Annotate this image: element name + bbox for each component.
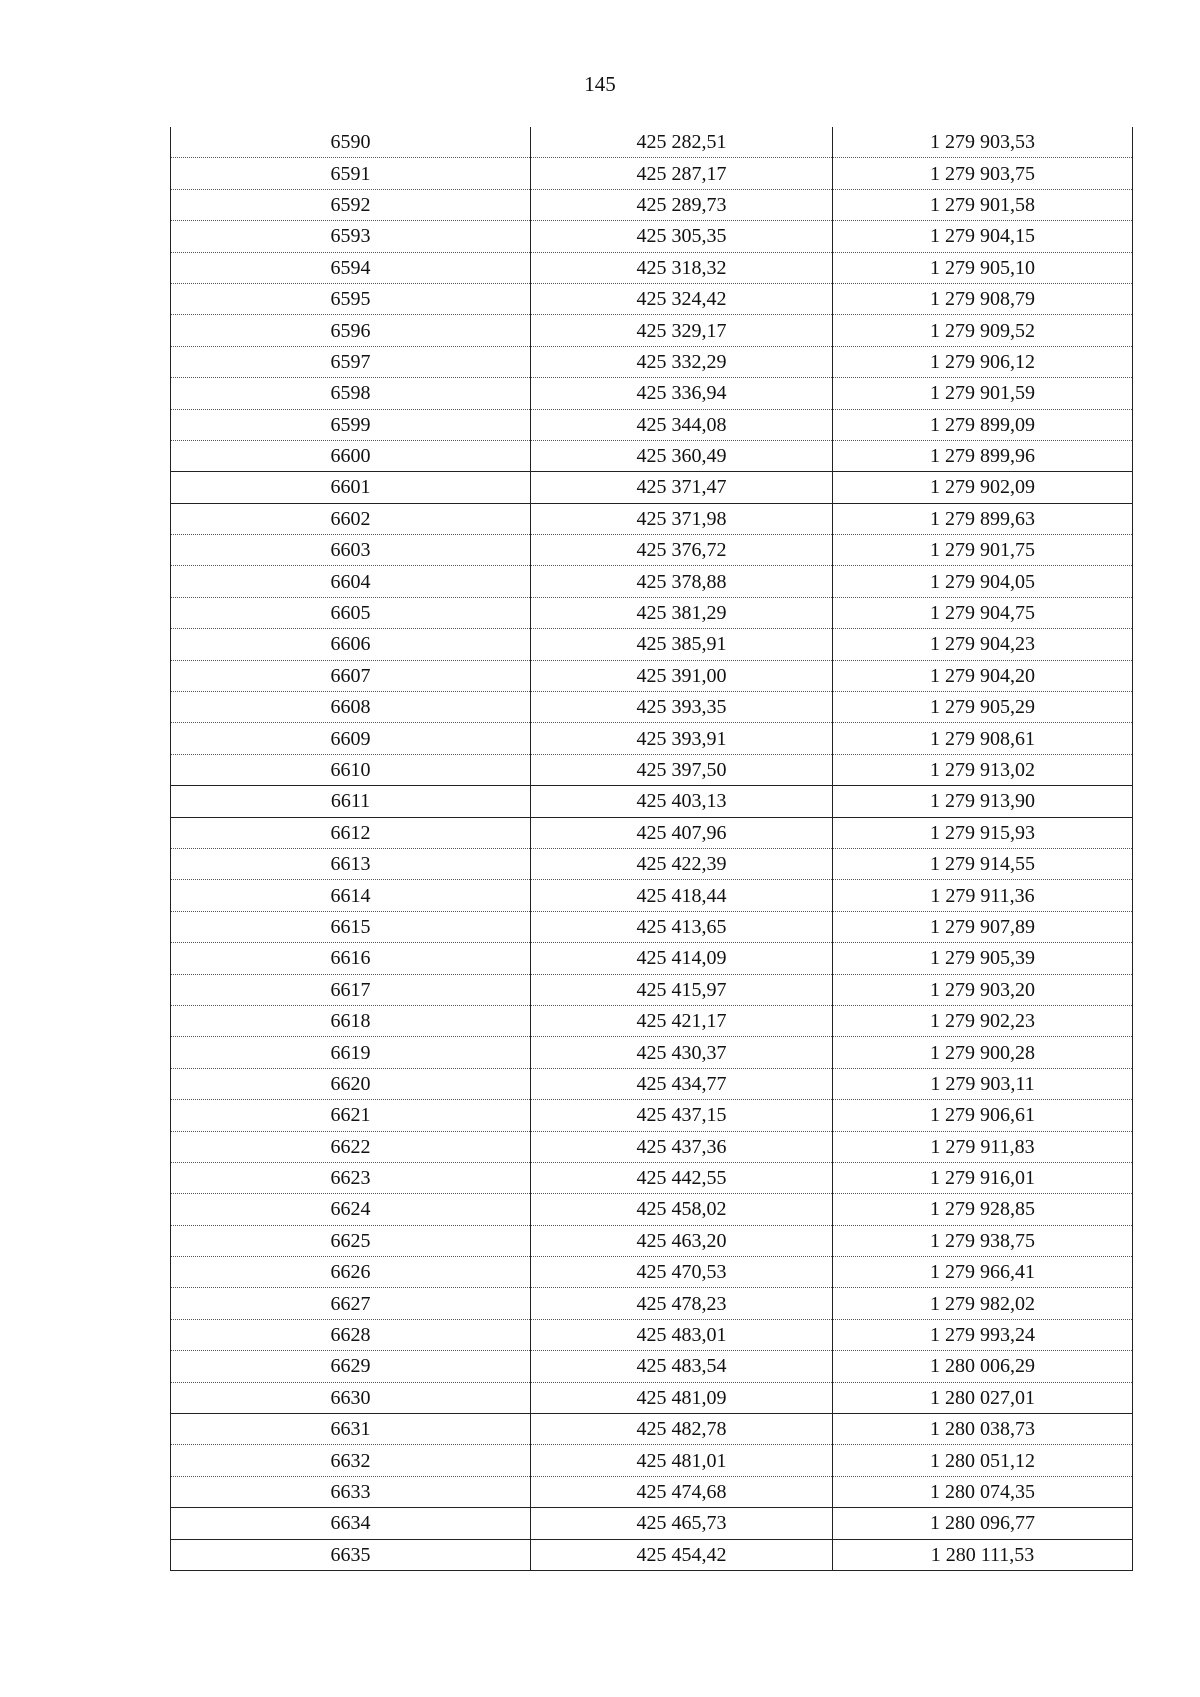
table-row (171, 1351, 1133, 1382)
x-coordinate-cell: 425 483,54 (531, 1351, 833, 1382)
x-coordinate-cell: 425 336,94 (531, 378, 833, 409)
y-coordinate-cell: 1 279 938,75 (833, 1225, 1133, 1256)
point-number-cell: 6612 (171, 817, 531, 848)
point-number-cell: 6597 (171, 346, 531, 377)
y-coordinate-cell: 1 280 051,12 (833, 1445, 1133, 1476)
x-coordinate-cell: 425 371,47 (531, 472, 833, 503)
point-number-cell: 6618 (171, 1005, 531, 1036)
x-coordinate-cell: 425 378,88 (531, 566, 833, 597)
y-coordinate-cell: 1 279 902,09 (833, 472, 1133, 503)
point-number-cell: 6632 (171, 1445, 531, 1476)
y-coordinate-cell: 1 279 904,15 (833, 221, 1133, 252)
table-row (171, 1288, 1133, 1319)
point-number-cell: 6592 (171, 189, 531, 220)
point-number-cell: 6635 (171, 1539, 531, 1570)
table-row (171, 535, 1133, 566)
x-coordinate-cell: 425 434,77 (531, 1068, 833, 1099)
table-row (171, 786, 1133, 817)
y-coordinate-cell: 1 279 905,10 (833, 252, 1133, 283)
x-coordinate-cell: 425 437,36 (531, 1131, 833, 1162)
table-row (171, 1100, 1133, 1131)
point-number-cell: 6617 (171, 974, 531, 1005)
y-coordinate-cell: 1 280 027,01 (833, 1382, 1133, 1413)
y-coordinate-cell: 1 279 966,41 (833, 1257, 1133, 1288)
y-coordinate-cell: 1 279 908,61 (833, 723, 1133, 754)
x-coordinate-cell: 425 421,17 (531, 1005, 833, 1036)
y-coordinate-cell: 1 279 903,11 (833, 1068, 1133, 1099)
y-coordinate-cell: 1 279 904,23 (833, 629, 1133, 660)
y-coordinate-cell: 1 279 905,29 (833, 692, 1133, 723)
y-coordinate-cell: 1 279 903,75 (833, 158, 1133, 189)
x-coordinate-cell: 425 437,15 (531, 1100, 833, 1131)
x-coordinate-cell: 425 324,42 (531, 283, 833, 314)
table-row (171, 1445, 1133, 1476)
point-number-cell: 6598 (171, 378, 531, 409)
point-number-cell: 6633 (171, 1476, 531, 1507)
table-row (171, 911, 1133, 942)
x-coordinate-cell: 425 463,20 (531, 1225, 833, 1256)
point-number-cell: 6634 (171, 1508, 531, 1539)
y-coordinate-cell: 1 279 914,55 (833, 848, 1133, 879)
table-row (171, 346, 1133, 377)
y-coordinate-cell: 1 279 909,52 (833, 315, 1133, 346)
y-coordinate-cell: 1 279 906,61 (833, 1100, 1133, 1131)
table-row (171, 692, 1133, 723)
table-row (171, 848, 1133, 879)
table-row (171, 566, 1133, 597)
y-coordinate-cell: 1 279 907,89 (833, 911, 1133, 942)
y-coordinate-cell: 1 279 905,39 (833, 943, 1133, 974)
x-coordinate-cell: 425 470,53 (531, 1257, 833, 1288)
point-number-cell: 6631 (171, 1414, 531, 1445)
point-number-cell: 6610 (171, 754, 531, 785)
table-row (171, 723, 1133, 754)
point-number-cell: 6599 (171, 409, 531, 440)
point-number-cell: 6593 (171, 221, 531, 252)
table-row (171, 817, 1133, 848)
table-row (171, 378, 1133, 409)
table-row (171, 629, 1133, 660)
point-number-cell: 6613 (171, 848, 531, 879)
table-row (171, 1005, 1133, 1036)
x-coordinate-cell: 425 403,13 (531, 786, 833, 817)
point-number-cell: 6590 (171, 127, 531, 158)
point-number-cell: 6600 (171, 440, 531, 471)
point-number-cell: 6630 (171, 1382, 531, 1413)
point-number-cell: 6606 (171, 629, 531, 660)
point-number-cell: 6596 (171, 315, 531, 346)
point-number-cell: 6611 (171, 786, 531, 817)
table-row (171, 158, 1133, 189)
y-coordinate-cell: 1 279 906,12 (833, 346, 1133, 377)
y-coordinate-cell: 1 279 904,05 (833, 566, 1133, 597)
x-coordinate-cell: 425 407,96 (531, 817, 833, 848)
point-number-cell: 6602 (171, 503, 531, 534)
y-coordinate-cell: 1 279 902,23 (833, 1005, 1133, 1036)
x-coordinate-cell: 425 454,42 (531, 1539, 833, 1570)
point-number-cell: 6620 (171, 1068, 531, 1099)
x-coordinate-cell: 425 376,72 (531, 535, 833, 566)
y-coordinate-cell: 1 279 901,58 (833, 189, 1133, 220)
table-row (171, 1194, 1133, 1225)
table-row (171, 1068, 1133, 1099)
point-number-cell: 6626 (171, 1257, 531, 1288)
table-row (171, 1476, 1133, 1507)
x-coordinate-cell: 425 344,08 (531, 409, 833, 440)
y-coordinate-cell: 1 279 908,79 (833, 283, 1133, 314)
point-number-cell: 6594 (171, 252, 531, 283)
x-coordinate-cell: 425 329,17 (531, 315, 833, 346)
point-number-cell: 6619 (171, 1037, 531, 1068)
x-coordinate-cell: 425 397,50 (531, 754, 833, 785)
point-number-cell: 6616 (171, 943, 531, 974)
y-coordinate-cell: 1 279 903,53 (833, 127, 1133, 158)
point-number-cell: 6605 (171, 597, 531, 628)
x-coordinate-cell: 425 481,01 (531, 1445, 833, 1476)
y-coordinate-cell: 1 279 904,20 (833, 660, 1133, 691)
table-row (171, 1539, 1133, 1570)
y-coordinate-cell: 1 279 982,02 (833, 1288, 1133, 1319)
page-number: 145 (584, 72, 616, 96)
point-number-cell: 6591 (171, 158, 531, 189)
coordinates-table-body (171, 127, 1133, 1570)
x-coordinate-cell: 425 393,91 (531, 723, 833, 754)
x-coordinate-cell: 425 289,73 (531, 189, 833, 220)
table-row (171, 221, 1133, 252)
x-coordinate-cell: 425 481,09 (531, 1382, 833, 1413)
x-coordinate-cell: 425 430,37 (531, 1037, 833, 1068)
y-coordinate-cell: 1 280 038,73 (833, 1414, 1133, 1445)
table-row (171, 754, 1133, 785)
y-coordinate-cell: 1 279 900,28 (833, 1037, 1133, 1068)
x-coordinate-cell: 425 385,91 (531, 629, 833, 660)
table-row (171, 409, 1133, 440)
x-coordinate-cell: 425 483,01 (531, 1319, 833, 1350)
table-row (171, 283, 1133, 314)
table-row (171, 315, 1133, 346)
table-row (171, 1382, 1133, 1413)
y-coordinate-cell: 1 279 911,83 (833, 1131, 1133, 1162)
x-coordinate-cell: 425 393,35 (531, 692, 833, 723)
y-coordinate-cell: 1 280 111,53 (833, 1539, 1133, 1570)
table-row (171, 943, 1133, 974)
y-coordinate-cell: 1 280 074,35 (833, 1476, 1133, 1507)
y-coordinate-cell: 1 279 904,75 (833, 597, 1133, 628)
point-number-cell: 6603 (171, 535, 531, 566)
x-coordinate-cell: 425 415,97 (531, 974, 833, 1005)
x-coordinate-cell: 425 474,68 (531, 1476, 833, 1507)
y-coordinate-cell: 1 279 899,09 (833, 409, 1133, 440)
point-number-cell: 6627 (171, 1288, 531, 1319)
point-number-cell: 6624 (171, 1194, 531, 1225)
point-number-cell: 6615 (171, 911, 531, 942)
x-coordinate-cell: 425 418,44 (531, 880, 833, 911)
table-row (171, 660, 1133, 691)
point-number-cell: 6601 (171, 472, 531, 503)
table-row (171, 974, 1133, 1005)
x-coordinate-cell: 425 442,55 (531, 1162, 833, 1193)
y-coordinate-cell: 1 279 913,02 (833, 754, 1133, 785)
x-coordinate-cell: 425 482,78 (531, 1414, 833, 1445)
y-coordinate-cell: 1 279 911,36 (833, 880, 1133, 911)
x-coordinate-cell: 425 465,73 (531, 1508, 833, 1539)
x-coordinate-cell: 425 458,02 (531, 1194, 833, 1225)
y-coordinate-cell: 1 280 006,29 (833, 1351, 1133, 1382)
y-coordinate-cell: 1 279 993,24 (833, 1319, 1133, 1350)
table-row (171, 252, 1133, 283)
x-coordinate-cell: 425 414,09 (531, 943, 833, 974)
point-number-cell: 6604 (171, 566, 531, 597)
x-coordinate-cell: 425 478,23 (531, 1288, 833, 1319)
y-coordinate-cell: 1 279 899,63 (833, 503, 1133, 534)
table-row (171, 1508, 1133, 1539)
point-number-cell: 6629 (171, 1351, 531, 1382)
table-row (171, 440, 1133, 471)
y-coordinate-cell: 1 279 928,85 (833, 1194, 1133, 1225)
table-row (171, 1414, 1133, 1445)
table-row (171, 1225, 1133, 1256)
point-number-cell: 6607 (171, 660, 531, 691)
point-number-cell: 6621 (171, 1100, 531, 1131)
y-coordinate-cell: 1 279 901,75 (833, 535, 1133, 566)
table-row (171, 1257, 1133, 1288)
x-coordinate-cell: 425 282,51 (531, 127, 833, 158)
x-coordinate-cell: 425 413,65 (531, 911, 833, 942)
x-coordinate-cell: 425 287,17 (531, 158, 833, 189)
y-coordinate-cell: 1 279 899,96 (833, 440, 1133, 471)
table-row (171, 1131, 1133, 1162)
y-coordinate-cell: 1 280 096,77 (833, 1508, 1133, 1539)
table-row (171, 1162, 1133, 1193)
point-number-cell: 6614 (171, 880, 531, 911)
table-row (171, 1037, 1133, 1068)
point-number-cell: 6625 (171, 1225, 531, 1256)
point-number-cell: 6623 (171, 1162, 531, 1193)
table-row (171, 1319, 1133, 1350)
table-row (171, 597, 1133, 628)
y-coordinate-cell: 1 279 916,01 (833, 1162, 1133, 1193)
x-coordinate-cell: 425 371,98 (531, 503, 833, 534)
table-row (171, 503, 1133, 534)
table-row (171, 127, 1133, 158)
point-number-cell: 6622 (171, 1131, 531, 1162)
table-row (171, 880, 1133, 911)
y-coordinate-cell: 1 279 913,90 (833, 786, 1133, 817)
x-coordinate-cell: 425 381,29 (531, 597, 833, 628)
coordinates-table (170, 127, 1133, 1571)
point-number-cell: 6608 (171, 692, 531, 723)
x-coordinate-cell: 425 305,35 (531, 221, 833, 252)
point-number-cell: 6595 (171, 283, 531, 314)
x-coordinate-cell: 425 422,39 (531, 848, 833, 879)
point-number-cell: 6609 (171, 723, 531, 754)
table-row (171, 189, 1133, 220)
point-number-cell: 6628 (171, 1319, 531, 1350)
table-row (171, 472, 1133, 503)
x-coordinate-cell: 425 360,49 (531, 440, 833, 471)
x-coordinate-cell: 425 391,00 (531, 660, 833, 691)
y-coordinate-cell: 1 279 901,59 (833, 378, 1133, 409)
x-coordinate-cell: 425 332,29 (531, 346, 833, 377)
y-coordinate-cell: 1 279 915,93 (833, 817, 1133, 848)
y-coordinate-cell: 1 279 903,20 (833, 974, 1133, 1005)
x-coordinate-cell: 425 318,32 (531, 252, 833, 283)
